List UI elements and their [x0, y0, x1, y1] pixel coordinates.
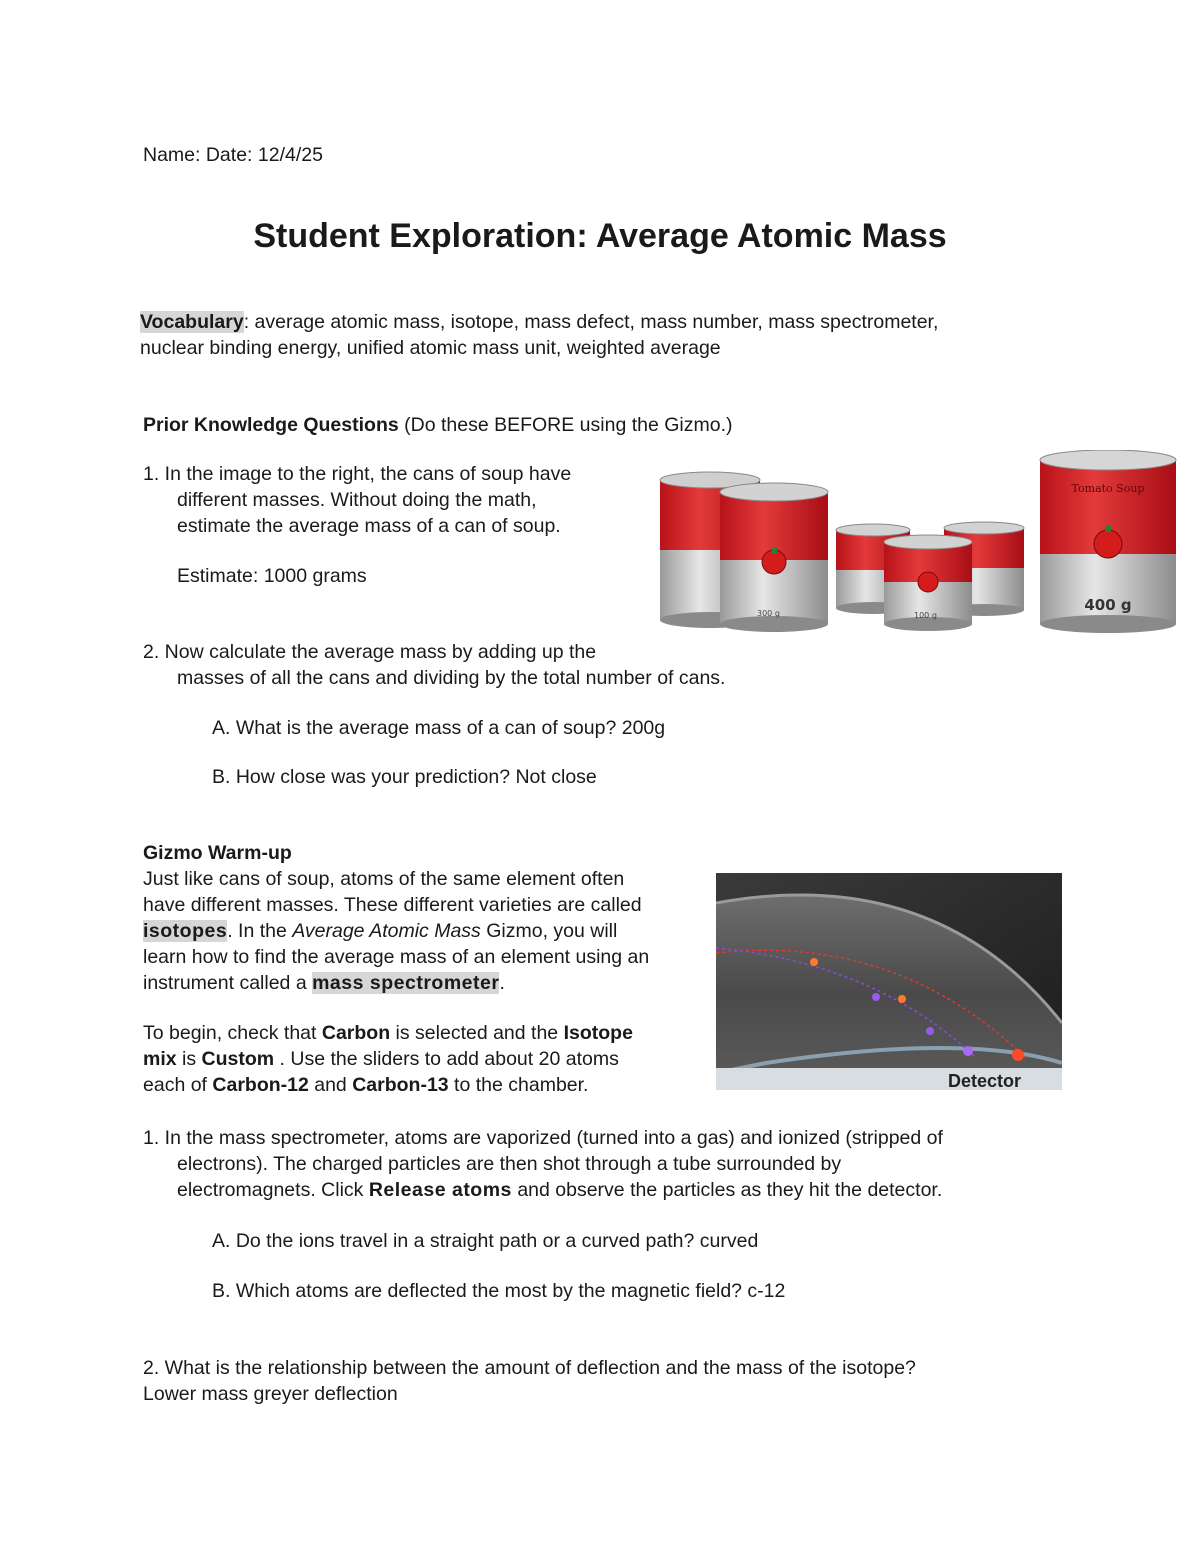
warmup-text: have different masses. These different varieties are called — [143, 894, 642, 916]
can-label-brand: Tomato Soup — [1071, 482, 1145, 495]
warmup-text: Just like cans of soup, atoms of the same element often — [143, 868, 625, 890]
name-date-line: Name: Date: 12/4/25 — [143, 144, 323, 166]
can-label-100g: 100 g — [914, 611, 937, 620]
warmup-text: instrument called a mass spectrometer. — [143, 972, 505, 994]
can-label-300g: 300 g — [757, 609, 780, 618]
soup-cans-image — [652, 450, 1184, 636]
mass-spectrometer-image — [716, 873, 1062, 1090]
soup-can — [1040, 450, 1176, 633]
wq2-answer: Lower mass greyer deflection — [143, 1383, 398, 1405]
prior-knowledge-heading: Prior Knowledge Questions (Do these BEFORE using the Gizmo.) — [143, 414, 733, 436]
prior-question-2 — [143, 639, 725, 790]
wq1-line1: 1. In the mass spectrometer, atoms are vaporized (turned into a gas) and ionized (stripped of — [143, 1127, 943, 1149]
page-title: Student Exploration: Average Atomic Mass — [253, 217, 947, 255]
q2-line1: 2. Now calculate the average mass by adding up the — [143, 641, 597, 663]
soup-can — [884, 535, 972, 631]
wq1-a-answer: A. Do the ions travel in a straight path or a curved path? curved — [212, 1230, 759, 1252]
gizmo-warmup-section — [143, 840, 649, 1098]
q1-line3: estimate the average mass of a can of soup. — [177, 515, 561, 537]
vocabulary-terms-line1: : average atomic mass, isotope, mass defect, mass number, mass spectrometer, — [243, 311, 939, 333]
wq1-line2: electrons). The charged particles are then shot through a tube surrounded by — [177, 1153, 842, 1175]
vocabulary-section — [140, 309, 938, 361]
warmup-question-2 — [143, 1355, 916, 1407]
warmup-text: each of Carbon-12 and Carbon-13 to the chamber. — [143, 1074, 589, 1096]
wq1-b-answer: B. Which atoms are deflected the most by the magnetic field? c-12 — [212, 1280, 786, 1302]
warmup-text: learn how to find the average mass of an element using an — [143, 946, 650, 968]
warmup-heading: Gizmo Warm-up — [143, 842, 292, 864]
warmup-text: To begin, check that Carbon is selected and the Isotope — [143, 1022, 633, 1044]
wq2-line1: 2. What is the relationship between the amount of deflection and the mass of the isotope? — [143, 1357, 916, 1379]
can-label-400g: 400 g — [1084, 596, 1132, 614]
wq1-line3: electromagnets. Click Release atoms and observe the particles as they hit the detector. — [177, 1179, 943, 1201]
q2-a-answer: A. What is the average mass of a can of soup? 200g — [212, 717, 666, 739]
warmup-question-1 — [143, 1125, 943, 1304]
warmup-text: isotopes. In the Average Atomic Mass Gizmo, you will — [143, 920, 618, 942]
q2-b-answer: B. How close was your prediction? Not close — [212, 766, 597, 788]
q1-estimate-answer: Estimate: 1000 grams — [177, 565, 367, 587]
soup-can — [720, 483, 828, 632]
warmup-text: mix is Custom . Use the sliders to add about 20 atoms — [143, 1048, 619, 1070]
vocabulary-terms-line2: nuclear binding energy, unified atomic mass unit, weighted average — [140, 337, 721, 359]
q1-line1: 1. In the image to the right, the cans of soup have — [143, 463, 572, 485]
detector-label: Detector — [948, 1071, 1022, 1090]
prior-question-1 — [143, 461, 571, 589]
q2-line2: masses of all the cans and dividing by the total number of cans. — [177, 667, 726, 689]
q1-line2: different masses. Without doing the math, — [177, 489, 537, 511]
vocabulary-label: Vocabulary — [140, 311, 244, 333]
